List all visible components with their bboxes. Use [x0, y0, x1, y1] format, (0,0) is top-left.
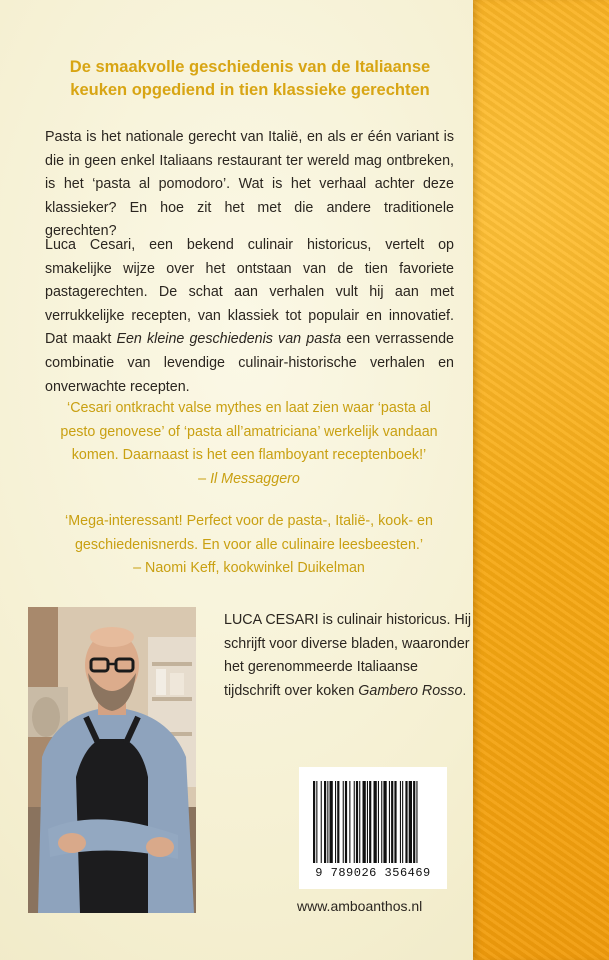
barcode-bar	[413, 781, 415, 863]
book-title: Een kleine geschiedenis van pasta	[116, 331, 342, 348]
quote-1-line-1: ‘Cesari ontkracht valse mythes en laat zien waar ‘pasta al	[67, 400, 431, 416]
barcode-bar	[391, 781, 393, 863]
author-paragraph-text-2: een verrassende combinatie van levendige culinair-historische verhalen en onverwachte recepten.	[45, 331, 454, 395]
magazine-name: Gambero Rosso	[358, 682, 463, 699]
publisher-website[interactable]: www.amboanthos.nl	[297, 898, 423, 914]
quote-1-dash: –	[198, 470, 211, 487]
barcode-bar	[316, 781, 317, 863]
barcode-bar	[409, 781, 412, 863]
barcode-bar	[378, 781, 379, 863]
quote-2-line-2: geschiedenisnerds. En voor alle culinaire leesbeesten.’	[74, 536, 424, 553]
quote-1-line-2: pesto genovese’ of ‘pasta all’amatriciana’ werkelijk vandaan	[60, 423, 438, 440]
quote-1-source: Il Messaggero	[210, 470, 300, 487]
barcode-bar	[343, 781, 344, 863]
intro-paragraph: Pasta is het nationale gerecht van Italië, en als er één variant is die in geen enkel Italiaans restaurant ter wereld mag ontbreken, is het ‘pasta al pomodoro’. Wat is het verhaal achter deze klassieker? En hoe zit het met die andere traditionele gerechten?	[45, 129, 454, 240]
isbn-barcode	[299, 767, 447, 889]
author-name: LUCA CESARI	[224, 612, 319, 628]
barcode-bars	[299, 767, 447, 867]
author-bio-end: .	[462, 682, 467, 699]
barcode-bar	[369, 781, 371, 863]
author-photo	[28, 607, 196, 913]
barcode-bar	[416, 781, 417, 863]
barcode-bar	[381, 781, 382, 863]
headline	[40, 56, 460, 102]
quote-2-attribution: – Naomi Keff, kookwinkel Duikelman	[133, 560, 365, 577]
barcode-bar	[313, 781, 315, 863]
barcode-bar	[400, 781, 401, 863]
barcode-bar	[337, 781, 339, 863]
author-bio	[224, 609, 474, 703]
headline-line-1: De smaakvolle geschiedenis van de Italiaanse	[69, 58, 431, 76]
barcode-bar	[389, 781, 390, 863]
author-paragraph	[45, 234, 454, 399]
barcode-bar	[330, 781, 333, 863]
author-paragraph-text-1: Luca Cesari, een bekend culinair historicus, vertelt op smakelijke wijze over het ontstaan van de tien favoriete pastagerechten. De schat aan verhalen vult hij aan met verrukkelijke recepten, van klassiek tot populair en innovatief. Dat maakt	[45, 237, 454, 348]
barcode-bar	[324, 781, 326, 863]
barcode-bar	[405, 781, 407, 863]
barcode-bar	[363, 781, 366, 863]
barcode-bar	[402, 781, 403, 863]
quote-1-line-3: komen. Daarnaast is het een flamboyant receptenboek!’	[71, 447, 427, 464]
barcode-bar	[367, 781, 368, 863]
author-bio-text: is culinair historicus. Hij schrijft voor diverse bladen, waaronder het gerenommeerde Italiaanse tijdschrift over koken	[224, 612, 472, 699]
barcode-bar	[335, 781, 336, 863]
barcode-bar	[345, 781, 347, 863]
review-quote-2	[40, 510, 458, 581]
barcode-bar	[321, 781, 322, 863]
barcode-bar	[327, 781, 328, 863]
review-quote-1	[40, 397, 458, 491]
barcode-bar	[356, 781, 358, 863]
quote-2-line-1: ‘Mega-interessant! Perfect voor de pasta-, Italië-, kook- en	[65, 513, 433, 529]
cover-spine-flap	[473, 0, 609, 960]
barcode-bar	[349, 781, 350, 863]
barcode-bar	[383, 781, 386, 863]
barcode-bar	[394, 781, 396, 863]
barcode-bar	[359, 781, 360, 863]
author-photo-illustration	[28, 607, 196, 913]
barcode-bar	[354, 781, 355, 863]
isbn-digits: 9 789026 356469	[315, 866, 431, 880]
barcode-bar	[374, 781, 377, 863]
headline-line-2: keuken opgediend in tien klassieke gerechten	[70, 81, 430, 99]
